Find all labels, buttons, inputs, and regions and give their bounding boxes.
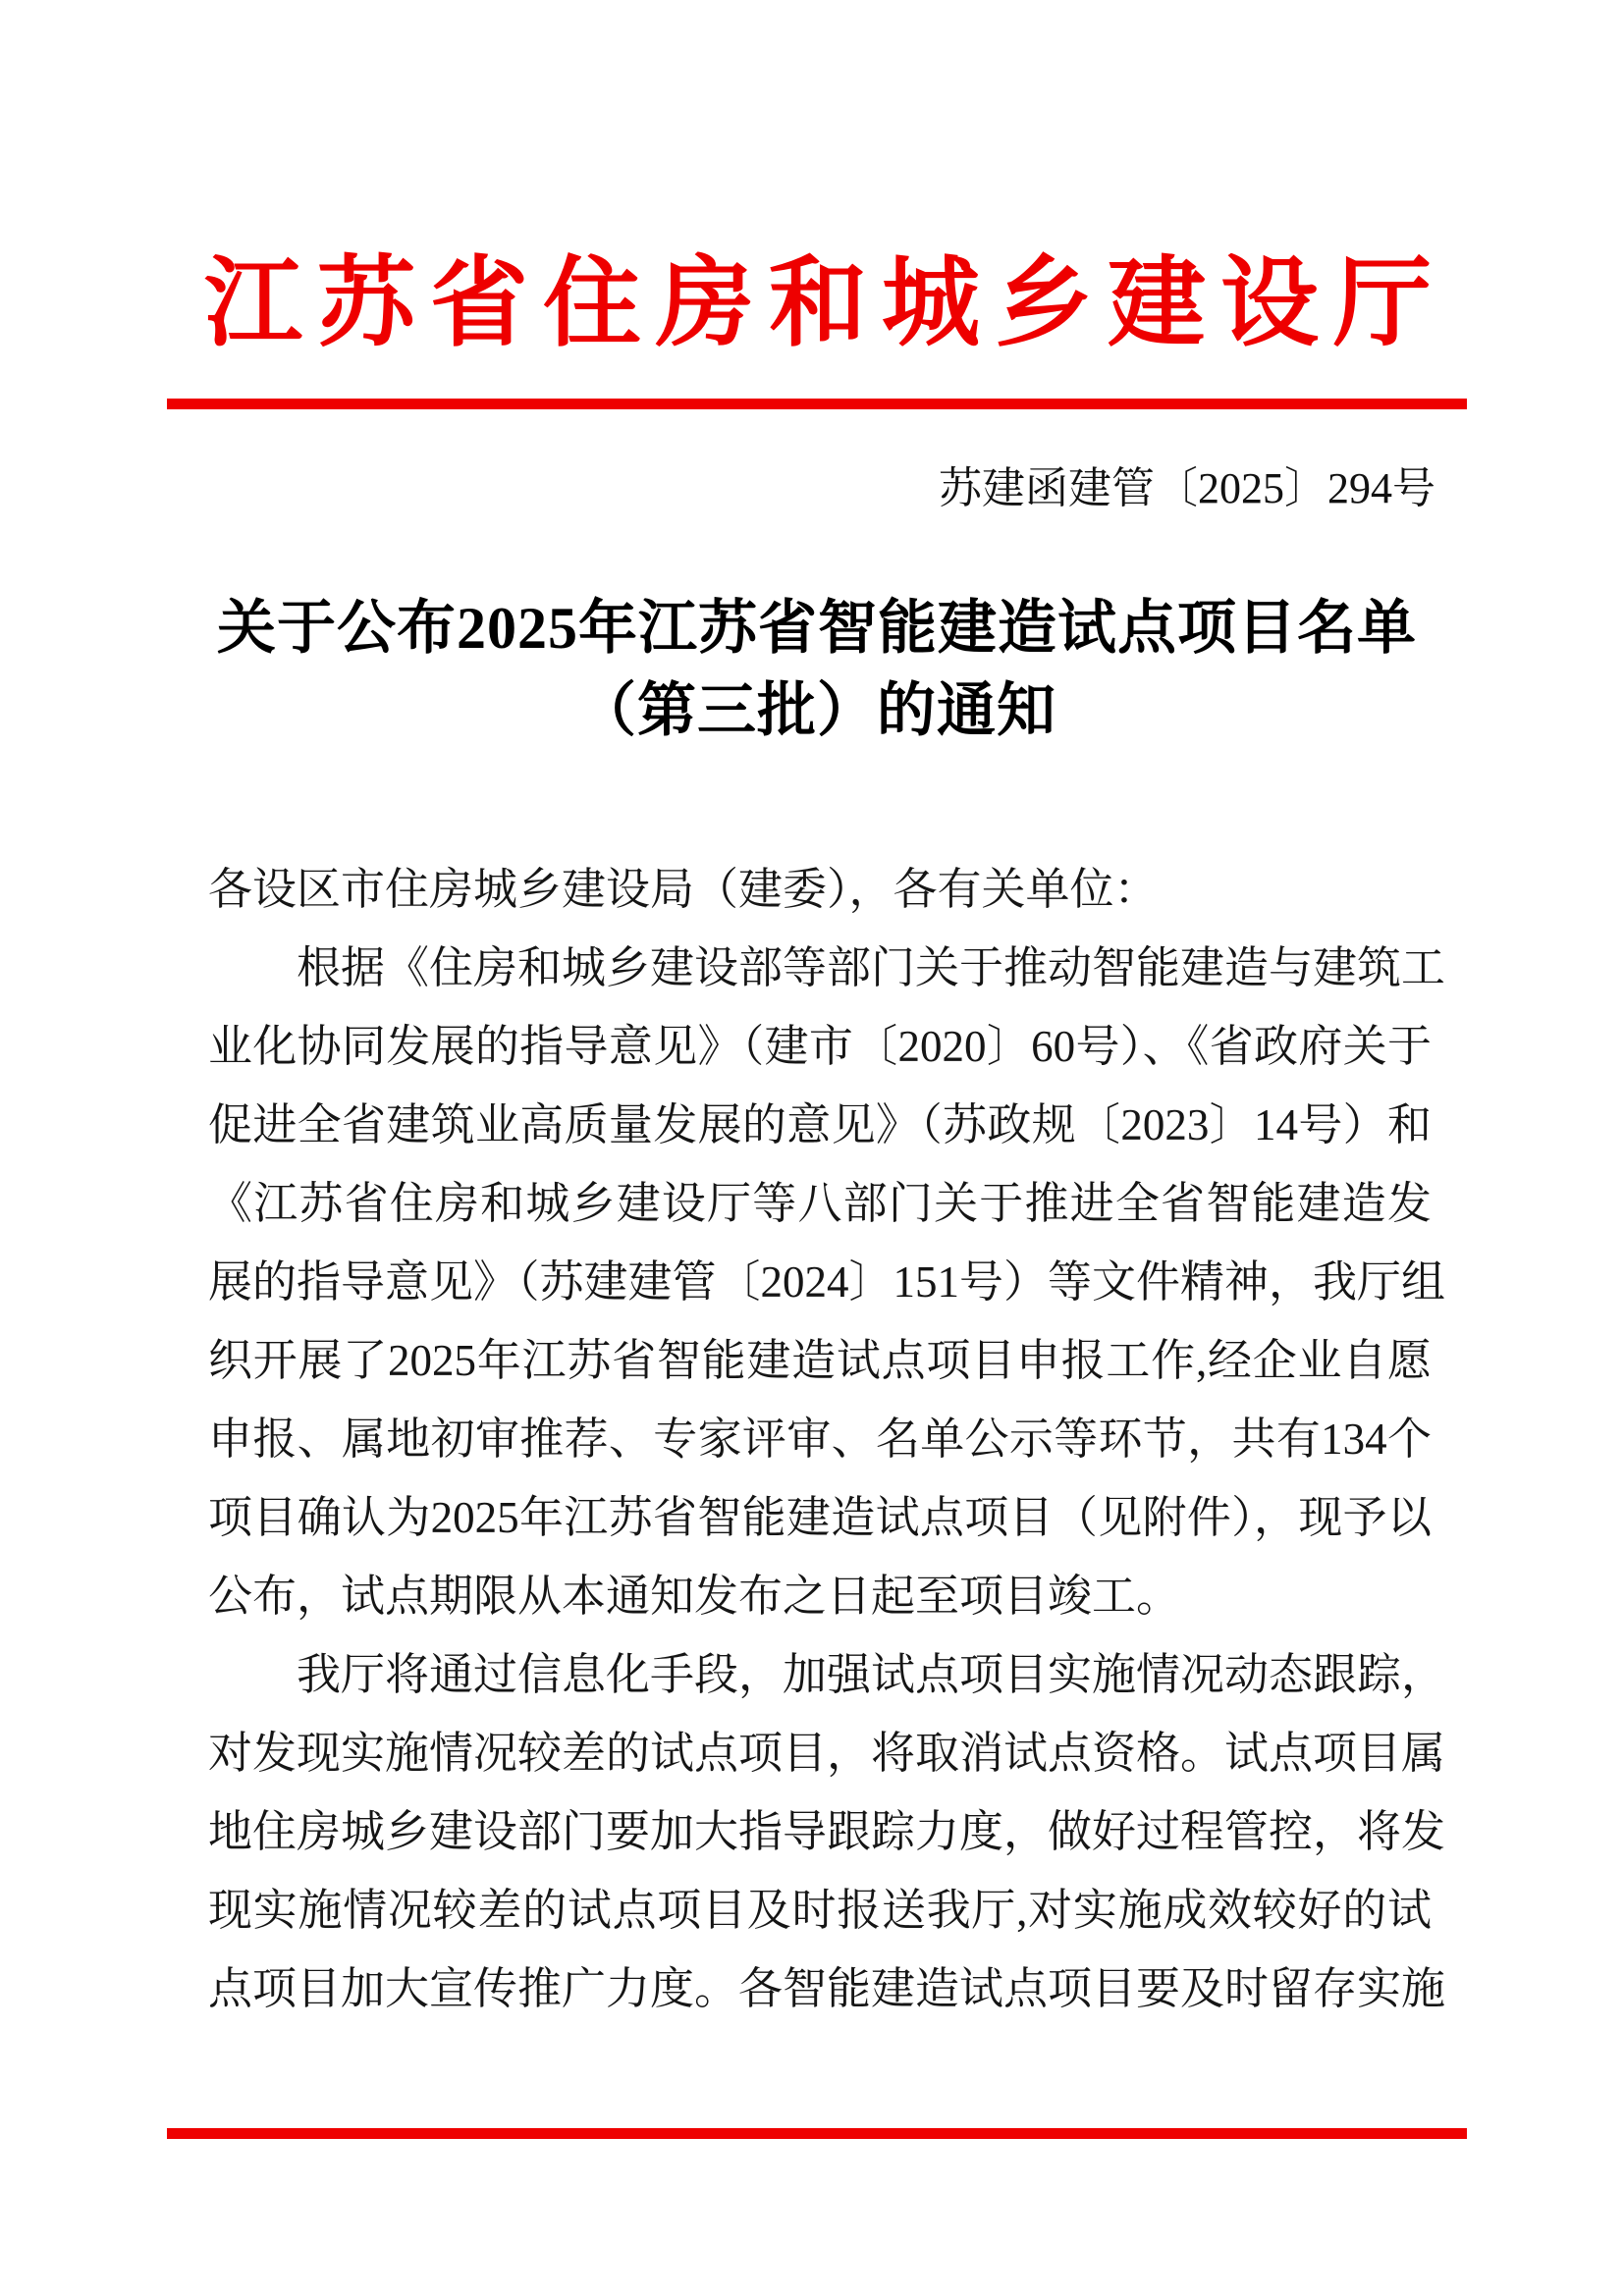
document-title-line2: （第三批）的通知 — [577, 678, 1056, 743]
body-line: 项目确认为2025年江苏省智能建造试点项目（见附件），现予以 — [208, 1493, 1432, 1542]
body-line: 《江苏省住房和城乡建设厅等八部门关于推进全省智能建造发 — [208, 1179, 1432, 1228]
body-line: 业化协同发展的指导意见》（建市〔2020〕60号）、《省政府关于 — [208, 1022, 1432, 1071]
letterhead-double-rule — [167, 399, 1467, 409]
body-line: 织开展了2025年江苏省智能建造试点项目申报工作,经企业自愿 — [208, 1336, 1432, 1385]
document-number: 苏建函建管〔2025〕294号 — [939, 464, 1435, 512]
body-line: 促进全省建筑业高质量发展的意见》（苏政规〔2023〕14号）和 — [208, 1100, 1432, 1149]
body-line: 对发现实施情况较差的试点项目，将取消试点资格。试点项目属 — [208, 1729, 1446, 1778]
body-line: 点项目加大宣传推广力度。各智能建造试点项目要及时留存实施 — [208, 1964, 1446, 2013]
body-line: 我厅将通过信息化手段，加强试点项目实施情况动态跟踪， — [297, 1650, 1446, 1699]
document-title — [118, 587, 1516, 752]
body-line: 根据《住房和城乡建设部等部门关于推动智能建造与建筑工 — [297, 943, 1446, 992]
footer-double-rule — [167, 2128, 1467, 2139]
document-body — [208, 850, 1446, 2028]
salutation-line: 各设区市住房城乡建设局（建委），各有关单位： — [208, 865, 1159, 914]
body-line: 地住房城乡建设部门要加大指导跟踪力度，做好过程管控，将发 — [208, 1807, 1446, 1856]
body-line: 公布，试点期限从本通知发布之日起至项目竣工。 — [208, 1572, 1181, 1621]
body-line: 申报、属地初审推荐、专家评审、名单公示等环节，共有134个 — [208, 1415, 1432, 1464]
body-line: 现实施情况较差的试点项目及时报送我厅,对实施成效较好的试 — [208, 1886, 1432, 1935]
letterhead-org-name: 江苏省住房和城乡建设厅 — [204, 249, 1432, 358]
document-title-line1: 关于公布2025年江苏省智能建造试点项目名单 — [217, 596, 1417, 661]
body-line: 展的指导意见》（苏建建管〔2024〕151号）等文件精神，我厅组 — [208, 1257, 1446, 1307]
